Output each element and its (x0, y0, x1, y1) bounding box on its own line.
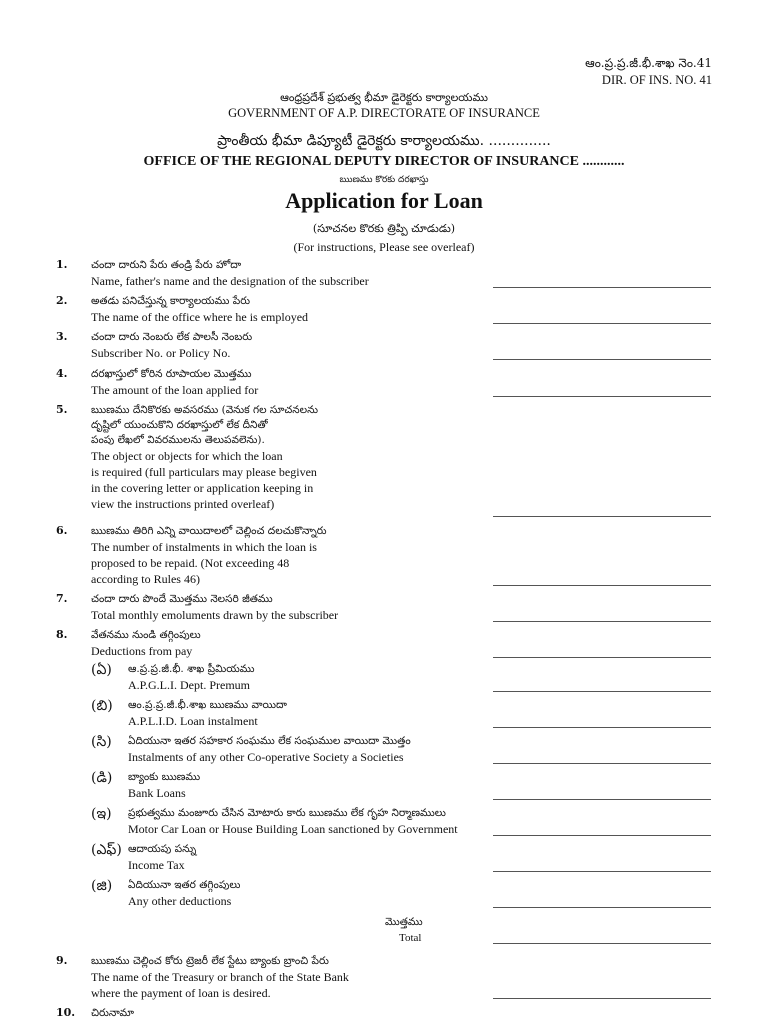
deduction-label-telugu: బ్యాంకు ఋణము (128, 771, 201, 783)
deduction-mark: (ఇ) (91, 806, 112, 822)
deduction-label-telugu: ఆదాయపు పన్ను (128, 843, 197, 855)
answer-line[interactable] (493, 691, 711, 692)
deduction-label-english: A.P.L.I.D. Loan instalment (128, 714, 258, 728)
deduction-mark: (సి) (91, 734, 112, 750)
item-label-english: proposed to be repaid. (Not exceeding 48 (91, 556, 290, 570)
item-number: 4. (56, 367, 68, 380)
answer-line[interactable] (493, 763, 711, 764)
item-number: 2. (56, 294, 68, 307)
item-label-telugu: చిరునామా (91, 1007, 134, 1019)
answer-line[interactable] (493, 998, 711, 999)
answer-line[interactable] (493, 871, 711, 872)
item-label-english: The name of the office where he is employed (91, 310, 309, 324)
answer-line[interactable] (493, 621, 711, 622)
instructions-telugu: (సూచనల కొరకు త్రిప్పి చూడుడు) (312, 222, 456, 235)
answer-line[interactable] (493, 835, 711, 836)
deduction-label-telugu: ఆం.ప్ర.ప్ర.జీ.భీ.శాఖ ఋణము వాయిదా (128, 699, 287, 711)
deduction-label-telugu: ఏదియునా ఇతర సహకార సంఘము లేక సంఘముల వాయిదా మొత్తం (128, 735, 411, 747)
deduction-mark: (జి) (91, 878, 113, 894)
item-label-telugu: ఋణము చెల్లించ కోరు ట్రెజరీ లేక స్టేటు బ్యాంకు బ్రాంచి పేరు (91, 955, 329, 967)
item-label-english: Deductions from pay (91, 644, 193, 658)
answer-line[interactable] (493, 359, 711, 360)
deduction-label-english: Bank Loans (128, 786, 186, 800)
item-number: 8. (56, 628, 68, 641)
deduction-mark: (డి) (91, 770, 113, 786)
item-label-telugu: అతడు పనిచేస్తున్న కార్యాలయము పేరు (91, 295, 251, 307)
deduction-label-english: A.P.G.L.I. Dept. Premum (128, 678, 250, 692)
answer-line[interactable] (493, 396, 711, 397)
deduction-label-telugu: ప్రభుత్వము మంజూరు చేసిన మోటారు కారు ఋణము లేక గృహ నిర్మాణములు (128, 807, 446, 819)
item-label-english: in the covering letter or application keeping in (91, 481, 314, 495)
item-label-english: Name, father's name and the designation of the subscriber (91, 274, 369, 288)
answer-line[interactable] (493, 287, 711, 288)
item-label-telugu: ఋణము దేనికొరకు అవసరము (వెనుక గల సూచనలను (91, 404, 319, 416)
directorate-english: GOVERNMENT OF A.P. DIRECTORATE OF INSURANCE (228, 106, 540, 120)
item-label-english: Subscriber No. or Policy No. (91, 346, 231, 360)
total-label-english: Total (399, 932, 422, 944)
item-label-english: The object or objects for which the loan (91, 449, 283, 463)
deduction-mark: (బి) (91, 698, 113, 714)
item-label-english: Total monthly emoluments drawn by the subscriber (91, 608, 339, 622)
item-label-telugu: చందా దారు పొందే మొత్తము నెలసరి జీతము (91, 593, 273, 605)
deduction-label-telugu: ఆ.ప్ర.ప్ర.జీ.భీ. శాఖ ప్రీమియము (128, 663, 255, 675)
answer-line[interactable] (493, 799, 711, 800)
office-telugu: ప్రాంతీయ భీమా డిప్యూటీ డైరెక్టరు కార్యాలయము. .............. (217, 133, 551, 149)
item-number: 6. (56, 524, 68, 537)
deduction-label-english: Income Tax (128, 858, 185, 872)
title-telugu: ఋణము కొరకు దరఖాస్తు (339, 175, 429, 185)
item-number: 1. (56, 258, 68, 271)
deduction-mark: (ఎఫ్) (91, 842, 122, 858)
item-label-english: where the payment of loan is desired. (91, 986, 271, 1000)
office-english: OFFICE OF THE REGIONAL DEPUTY DIRECTOR OF INSURANCE ............ (143, 154, 625, 169)
item-label-english: view the instructions printed overleaf) (91, 497, 275, 511)
item-number: 9. (56, 954, 68, 967)
deduction-mark: (ఏ) (91, 662, 112, 678)
item-label-telugu: దరఖాస్తులో కోరిన రూపాయల మొత్తము (91, 368, 252, 380)
deduction-label-english: Any other deductions (128, 894, 232, 908)
page-title: Application for Loan (285, 188, 483, 213)
item-label-english: The number of instalments in which the loan is (91, 540, 317, 554)
total-answer-line[interactable] (493, 943, 711, 944)
item-number: 5. (56, 403, 68, 416)
item-label-english: The amount of the loan applied for (91, 383, 259, 397)
answer-line[interactable] (493, 727, 711, 728)
answer-line[interactable] (493, 907, 711, 908)
answer-line[interactable] (493, 585, 711, 586)
form-ref-english: DIR. OF INS. NO. 41 (601, 73, 712, 87)
item-label-english: according to Rules 46) (91, 572, 200, 586)
item-number: 3. (56, 330, 68, 343)
total-label-telugu: మొత్తము (385, 916, 423, 928)
item-number: 10. (56, 1006, 76, 1019)
answer-line[interactable] (493, 657, 711, 658)
form-ref-telugu: ఆం.ప్ర.ప్ర.జీ.భీ.శాఖ నెం.41 (585, 56, 712, 70)
item-label-telugu: వేతనము నుండి తగ్గింపులు (91, 629, 201, 641)
item-number: 7. (56, 592, 68, 605)
item-label-english: is required (full particulars may please begiven (91, 465, 317, 479)
item-label-english: The name of the Treasury or branch of the State Bank (91, 970, 349, 984)
deduction-label-english: Instalments of any other Co-operative Society a Societies (128, 750, 404, 764)
instructions-english: (For instructions, Please see overleaf) (293, 240, 475, 254)
item-label-telugu: చందా దారుని పేరు తండ్రి పేరు హోదా (91, 259, 242, 271)
directorate-telugu: ఆంధ్రప్రదేశ్ ప్రభుత్వ భీమా డైరెక్టరు కార్యాలయము (280, 91, 488, 104)
answer-line[interactable] (493, 323, 711, 324)
item-label-telugu: చందా దారు నెంబరు లేక పాలసీ నెంబరు (91, 331, 253, 343)
answer-line[interactable] (493, 516, 711, 517)
item-label-telugu: ఋణము తిరిగి ఎన్ని వాయిదాలలో చెల్లించ దలచుకొన్నారు (91, 525, 327, 537)
deduction-label-english: Motor Car Loan or House Building Loan sanctioned by Government (128, 822, 458, 836)
item-label-telugu: పంపు లేఖలో వివరములను తెలుపవలెను). (91, 434, 265, 446)
deduction-label-telugu: ఏదియునా ఇతర తగ్గింపులు (128, 879, 241, 891)
item-label-telugu: దృష్టిలో యుంచుకొని దరఖాస్తులో లేక దీనితో (91, 419, 268, 431)
